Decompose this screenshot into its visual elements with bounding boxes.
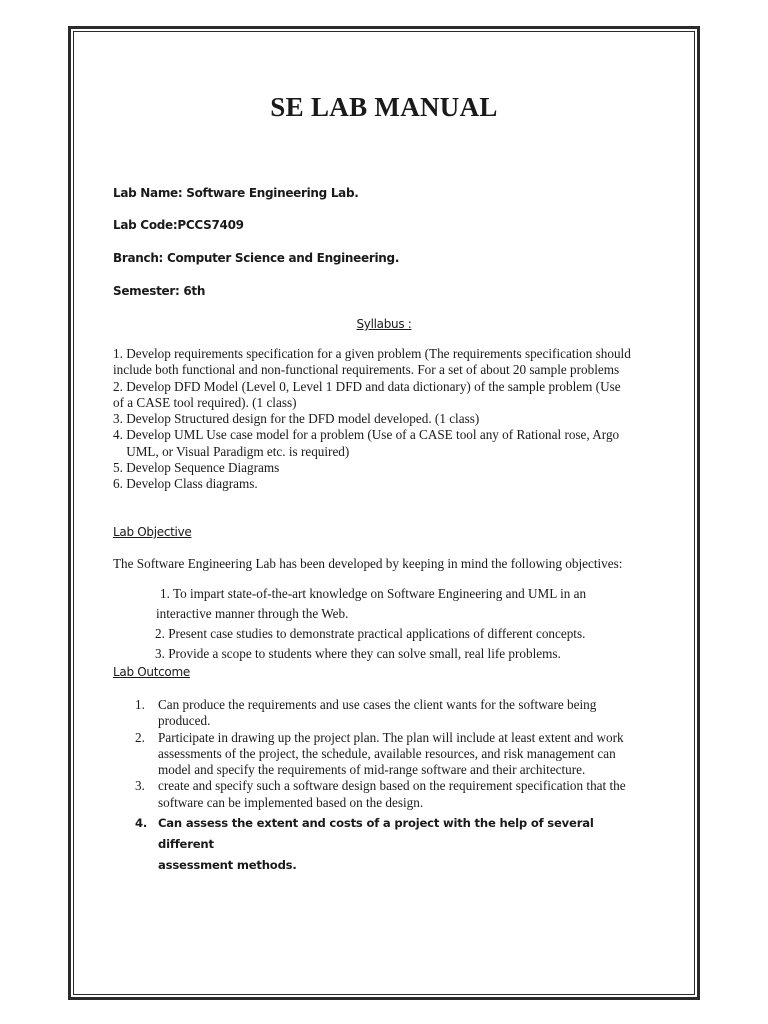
outcome-number: 3. xyxy=(135,778,145,794)
outcome-line: Can assess the extent and costs of a project with the help of several different xyxy=(158,816,594,852)
syllabus-line: include both functional and non-functional requirements. For a set of about 20 sample problems xyxy=(113,362,620,378)
branch: Branch: Computer Science and Engineering. xyxy=(113,251,400,265)
outcome-item xyxy=(113,730,653,779)
objective-item-1: 1. To impart state-of-the-art knowledge on Software Engineering and UML in an xyxy=(160,586,587,601)
outcome-number: 2. xyxy=(135,729,145,745)
syllabus-line: UML, or Visual Paradigm etc. is required) xyxy=(113,443,350,459)
objective-item-1-cont: interactive manner through the Web. xyxy=(156,606,349,621)
outcome-line: Participate in drawing up the project plan. The plan will include at least extent and work xyxy=(158,729,624,745)
syllabus-line: 5. Develop Sequence Diagrams xyxy=(113,460,280,476)
lab-objective-heading: Lab Objective xyxy=(113,525,192,539)
objective-item-2: 2. Present case studies to demonstrate practical applications of different concepts. xyxy=(155,626,586,641)
document-title: SE LAB MANUAL xyxy=(270,92,498,122)
lab-code: Lab Code:PCCS7409 xyxy=(113,218,244,232)
lab-outcome-heading: Lab Outcome xyxy=(113,665,190,679)
outcome-item xyxy=(113,813,653,876)
outcome-line: assessment methods. xyxy=(158,858,297,873)
outcome-line: Can produce the requirements and use cases the client wants for the software being xyxy=(158,697,597,712)
outcome-item xyxy=(113,697,653,730)
outcome-item xyxy=(113,778,653,811)
outcome-line: assessments of the project, the schedule, available resources, and risk management can xyxy=(158,745,616,761)
outcome-line: software can be implemented based on the design. xyxy=(158,794,424,810)
objective-item-3: 3. Provide a scope to students where they can solve small, real life problems. xyxy=(155,646,561,661)
outcome-number: 4. xyxy=(135,816,148,831)
lab-outcome-list xyxy=(113,697,653,876)
syllabus-line: 6. Develop Class diagrams. xyxy=(113,476,258,492)
syllabus-line: 4. Develop UML Use case model for a problem (Use of a CASE tool any of Rational rose, Argo xyxy=(113,427,620,443)
semester: Semester: 6th xyxy=(113,284,206,298)
outcome-line: create and specify such a software design based on the requirement specification that the xyxy=(158,778,626,794)
syllabus-line: 3. Develop Structured design for the DFD model developed. (1 class) xyxy=(113,411,480,427)
syllabus-line: of a CASE tool required). (1 class) xyxy=(113,394,297,410)
outcome-line: model and specify the requirements of mid-range software and their architecture. xyxy=(158,762,586,778)
outcome-number: 1. xyxy=(135,697,145,712)
syllabus-line: 2. Develop DFD Model (Level 0, Level 1 DFD and data dictionary) of the sample problem (Use xyxy=(113,378,621,394)
syllabus-list xyxy=(113,346,663,493)
lab-objective-intro: The Software Engineering Lab has been developed by keeping in mind the following objectives: xyxy=(113,556,623,571)
syllabus-heading: Syllabus : xyxy=(356,317,412,331)
outcome-line: produced. xyxy=(158,713,211,729)
syllabus-line: 1. Develop requirements specification for a given problem (The requirements specification should xyxy=(113,346,631,361)
lab-name: Lab Name: Software Engineering Lab. xyxy=(113,186,359,200)
